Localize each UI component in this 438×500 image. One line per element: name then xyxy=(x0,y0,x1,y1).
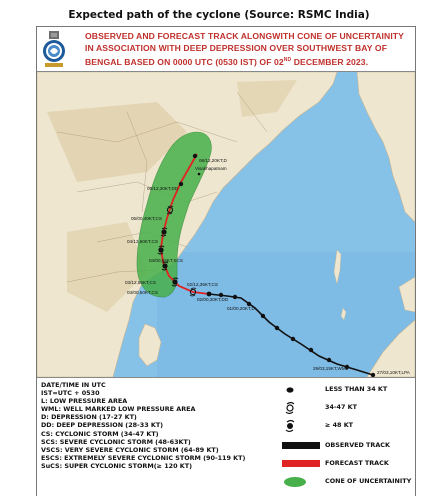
legend-key-label: ≥ 48 KT xyxy=(325,421,354,429)
track-label-p2: 29/03,15KT,WML xyxy=(313,366,349,371)
abbreviation-item: WML: WELL MARKED LOW PRESSURE AREA xyxy=(41,405,196,414)
legend-key-34-47 xyxy=(281,400,413,416)
track-label-p12: 06/12,20KT,D xyxy=(199,158,227,163)
track-label-p8: 04/00,55KT,SCS xyxy=(149,258,183,263)
abbreviation-item: VSCS: VERY SEVERE CYCLONIC STORM (64-89 KT) xyxy=(41,445,219,454)
cyclone-open-icon xyxy=(281,400,321,416)
abbreviation-item: DATE/TIME IN UTC xyxy=(41,381,106,389)
track-point-p12 xyxy=(193,154,197,158)
track-label-p1: 27/03,10KT,LPA xyxy=(377,370,410,375)
track-point-p2 xyxy=(327,358,331,362)
abbreviation-item: IST=UTC + 0530 xyxy=(41,389,100,398)
abbreviation-item: SuCS: SUPER CYCLONIC STORM(≥ 120 KT) xyxy=(41,461,193,470)
dot-icon xyxy=(281,382,321,398)
figure-caption: Expected path of the cyclone (Source: RSMC India) xyxy=(68,9,370,21)
legend-key-label: 34-47 KT xyxy=(325,403,357,411)
chart-title: OBSERVED AND FORECAST TRACK ALONGWITH CONE OF UNCERTAINITY IN ASSOCIATION WITH DEEP DEPRESSION OVER SOUTHWEST BAY OF BENGAL BASED ON 0000 UTC (0530 IST) OF 02ND DECEMBER 2023. xyxy=(85,31,404,67)
track-label-p11: 05/12,30KT,DD xyxy=(147,186,179,191)
track-point-p4 xyxy=(207,292,212,297)
legend-key-label: LESS THAN 34 KT xyxy=(325,385,388,393)
track-label-p5: 02/12,35KT,CS xyxy=(187,282,218,287)
abbreviation-item: SCS: SEVERE CYCLONIC STORM (48-63KT) xyxy=(41,437,191,446)
track-label-p4: 02/00,30KT,DD xyxy=(197,297,229,302)
legend-key-cone xyxy=(281,474,413,490)
track-label-p7: 03/12,55KT,CS xyxy=(125,280,156,285)
legend-key-label: OBSERVED TRACK xyxy=(325,441,390,449)
track-label-p3: 01/00,20KT,D xyxy=(227,306,255,311)
abbreviation-item: L: LOW PRESSURE AREA xyxy=(41,397,128,406)
legend-key-label: FORECAST TRACK xyxy=(325,459,389,467)
track-point-p11 xyxy=(179,182,183,186)
abbreviation-item: D: DEPRESSION (17-27 KT) xyxy=(41,413,137,422)
cyclone-filled-icon xyxy=(281,418,321,434)
forecast-track-swatch xyxy=(281,456,321,472)
track-label-p10: 05/00,40KT,CS xyxy=(131,216,162,221)
legend-panel xyxy=(37,377,415,496)
track-map xyxy=(37,72,415,377)
abbreviation-item: DD: DEEP DEPRESSION (28-33 KT) xyxy=(41,421,164,430)
abbreviation-item: ESCS: EXTREMELY SEVERE CYCLONIC STORM (90-119 KT) xyxy=(41,453,246,462)
legend-key-forecast-track xyxy=(281,456,413,472)
legend-key-observed-track xyxy=(281,438,413,454)
observed-track-swatch xyxy=(281,438,321,454)
track-label-p9: 04/12,60KT,CS xyxy=(127,239,158,244)
abbreviation-item: CS: CYCLONIC STORM (34-47 KT) xyxy=(41,429,159,438)
track-label-p6: 03/00,50KT,CS xyxy=(127,290,158,295)
legend-key-label: CONE OF UNCERTAINITY xyxy=(325,477,412,485)
city-label: Visakhapatnam xyxy=(195,166,227,171)
track-chart-panel xyxy=(36,26,416,496)
legend-key-48-plus xyxy=(281,418,413,434)
track-map-svg xyxy=(37,72,415,377)
imd-emblem-icon xyxy=(41,30,67,68)
legend-key-less-than-34 xyxy=(281,382,413,398)
abbreviation-list xyxy=(41,381,271,470)
cone-swatch xyxy=(281,474,321,490)
chart-header xyxy=(37,27,415,72)
